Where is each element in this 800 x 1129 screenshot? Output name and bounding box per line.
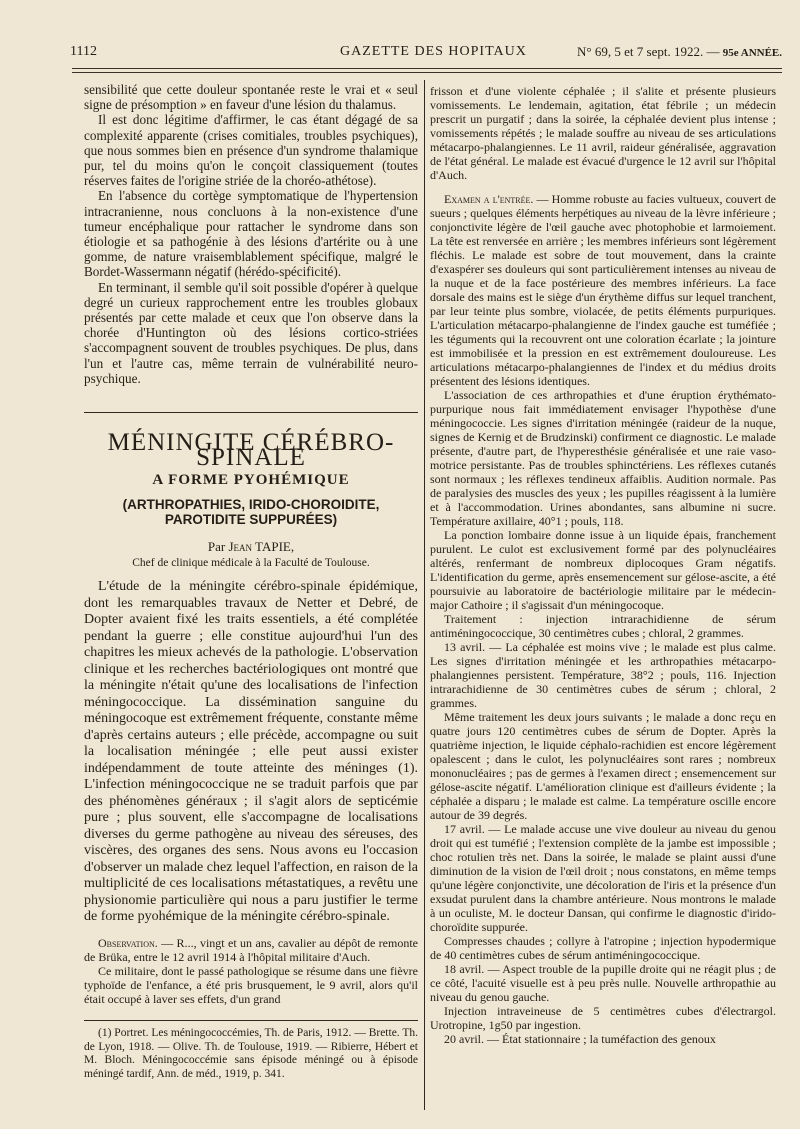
exam-label: Examen a l'entrée. xyxy=(444,192,534,206)
author-name: Jean TAPIE, xyxy=(228,539,295,555)
section-separator xyxy=(84,412,418,413)
footnote: (1) Portret. Les méningococcémies, Th. de Paris, 1912. — Brette. Th. de Lyon, 1918. — Olive. Th. de Toulouse, 1919. — Ribierre, Hébert et M. Bloch. Méningococcémie sans épisode méningé ou à épisode méningé tardif, Ann. de méd., 1919, p. 341. xyxy=(84,1026,418,1080)
issue-number: N° 69, 5 et 7 sept. 1922. xyxy=(577,44,704,59)
paragraph: Traitement : injection intrarachidienne de sérum antiméningococcique, 30 centimètres cubes ; chloral, 2 grammes. xyxy=(430,612,776,640)
paragraph: Compresses chaudes ; collyre à l'atropine ; injection hypodermique de 40 centimètres cubes de sérum antiméningococcique. xyxy=(430,934,776,962)
page-number: 1112 xyxy=(70,44,97,59)
column-divider xyxy=(424,80,425,1110)
paragraph: La ponction lombaire donne issue à un liquide épais, franchement purulent. Le culot est exclusivement formé par des polynucléaires altérés, renfermant de nombreux diplocoques Gram négatifs. L'identification du germe, après ensemencement sur gélose-ascite, a été poursuivie au laboratoire de bactériologie militaire par le médecin-major Cathoire ; il s'agissait d'un méningocoque. xyxy=(430,528,776,612)
running-header xyxy=(70,42,782,62)
paragraph: sensibilité que cette douleur spontanée reste le vrai et « seul signe de présomption » en faveur d'une lésion du thalamus. xyxy=(84,82,418,113)
header-rule xyxy=(72,68,782,69)
observation-paragraph xyxy=(84,936,418,964)
observation-label: Observation. xyxy=(98,935,158,950)
exam-paragraph xyxy=(430,192,776,388)
byline-prefix: Par xyxy=(207,539,226,555)
journal-title: GAZETTE DES HOPITAUX xyxy=(340,44,527,59)
paragraph: 13 avril. — La céphalée est moins vive ; le malade est plus calme. Les signes d'irritation méningée et les arthropathies métacarpo-phalangiennes persistent. Température, 38°2 ; pouls, 116. Injection intrarachidienne de 30 centimètres cubes de sérum ; chloral, 2 grammes. xyxy=(430,640,776,710)
left-column xyxy=(84,82,418,1081)
paragraph: En terminant, il semble qu'il soit possible d'opérer à quelque degré un curieux rapprochement entre les troubles globaux présentés par cette malade et ceux que l'on observe dans la chorée d'Huntington où des lésions cortico-striées s'accompagnent souvent de troubles psychiques. De plus, dans l'un et l'autre cas, même terrain de vulnérabilité neuro-psychique. xyxy=(84,279,418,386)
paragraph: Il est donc légitime d'affirmer, le cas étant dégagé de sa complexité apparente (crises comitiales, troubles psychiques), que nous sommes bien en présence d'un syndrome thalamique pur, tel du moins qu'on le conçoit classiquement (toutes réserves faites de l'origine striée de la choréo-athétose). xyxy=(84,112,418,189)
right-column xyxy=(430,84,776,1046)
article-subtitle-detail: (ARTHROPATHIES, IRIDO-CHOROIDITE, PAROTIDITE SUPPURÉES) xyxy=(122,496,380,527)
author-affiliation: Chef de clinique médicale à la Faculté de Toulouse. xyxy=(132,557,370,570)
byline xyxy=(84,539,418,554)
article-title: MÉNINGITE CÉRÉBRO-SPINALE xyxy=(107,429,395,472)
issue-info: N° 69, 5 et 7 sept. 1922. — 95e ANNÉE. xyxy=(577,44,782,59)
observation-paragraph-2: Ce militaire, dont le passé pathologique se résume dans une fièvre typhoïde de l'enfance, a été pris brusquement, le 9 avril, alors qu'il était occupé à laver ses effets, d'un grand xyxy=(84,963,418,1006)
paragraph: Même traitement les deux jours suivants ; le malade a donc reçu en quatre jours 120 centimètres cubes de sérum de Dopter. Après la quatrième injection, le liquide céphalo-rachidien est encore légèrement opalescent ; dans le culot, les polynucléaires sont rares ; nombreux mononucléaires ; pas de germes à l'examen direct ; ensemencement sur gélose-ascite négatif. L'amélioration clinique est d'ailleurs évidente ; la céphalée a disparu ; le malade est calme. La température oscille encore autour de 39 degrés. xyxy=(430,710,776,822)
paragraph: Injection intraveineuse de 5 centimètres cubes d'électrargol. Urotropine, 1g50 par ingestion. xyxy=(430,1004,776,1032)
intro-paragraph: L'étude de la méningite cérébro-spinale épidémique, dont les remarquables travaux de Netter et Debré, de Dopter avaient fixé les traits essentiels, a été complétée pendant la guerre ; elle constitue aujourd'hui l'un des chapitres les mieux achevés de la pathologie. L'observation clinique et les recherches bactériologiques ont montré que la méningite n'était qu'une des localisations de l'infection méningococcique. La dissémination sanguine du méningocoque est extrêmement fréquente, constante même d'après certains auteurs ; elle précède, accompagne ou suit la localisation méningée ; elle peut aussi exister indépendamment de toute atteinte des méninges (1). L'infection méningococcique ne se traduit parfois que par des phénomènes généraux ; il s'agit alors de septicémie pure ; plus souvent, elle s'accompagne de localisations diverses du germe pathogène au niveau des séreuses, des viscères, des organes des sens. Nous avons eu l'occasion d'observer un malade chez lequel l'affection, en raison de la multiplicité de ces localisations métastatiques, a revêtu une physionomie particulière qui nous a paru justifier le terme de forme pyohémique de la méningite cérébro-spinale. xyxy=(84,579,418,925)
article-subtitle: A FORME PYOHÉMIQUE xyxy=(152,472,350,489)
footnote-rule xyxy=(84,1020,418,1021)
paragraph: L'association de ces arthropathies et d'une éruption érythémato-purpurique nous fait immédiatement envisager l'hypothèse d'une méningococcie. Les signes d'irritation méningée (raideur de la nuque, signes de Kernig et de Brudzinski) confirment ce diagnostic. Le malade présente, d'autre part, de l'hyperesthésie généralisée et une raie vaso-motrice persistante. Pas de troubles sphinctériens. Les réflexes cutanés sont normaux ; les réflexes tendineux affaiblis. Audition normale. Pas de paralysies des muscles des yeux ; les pupilles réagissent à la lumière et à l'accommodation. Urines abondantes, sans albumine ni sucre. Température axillaire, 40°1 ; pouls, 118. xyxy=(430,388,776,528)
paragraph: 18 avril. — Aspect trouble de la pupille droite qui ne réagit plus ; de ce côté, l'acuité visuelle est à peu près nulle. Nouvelle arthropathie au niveau du genou gauche. xyxy=(430,962,776,1004)
paragraph: 17 avril. — Le malade accuse une vive douleur au niveau du genou droit qui est tuméfié ; l'extension complète de la jambe est impossible ; choc rotulien très net. Dans la soirée, le malade se plaint aussi d'une diminution de la vision de l'œil droit ; nous constatons, en même temps qu'une légère conjonctivite, une décoloration de l'iris et la présence d'un exsudat purulent dans la chambre antérieure. Nous montrons le malade à un oculiste, M. le docteur Dansan, qui confirme le diagnostic d'irido-choroïdite suppurée. xyxy=(430,822,776,934)
header-rule-double xyxy=(72,72,782,73)
paragraph: En l'absence du cortège symptomatique de l'hypertension intracranienne, nous concluons à la non-existence d'une tumeur encéphalique pour rattacher le syndrome dans son étiologie et sa pathogénie à des lésions d'artérite ou à une gomme, de nature vraisemblablement spécifique, malgré le Bordet-Wassermann négatif (hérédo-spécificité). xyxy=(84,188,418,280)
year-label: 95e ANNÉE. xyxy=(722,47,782,59)
exam-text: — Homme robuste au facies vultueux, couvert de sueurs ; quelques éléments herpétiques au niveau de la lèvre inférieure ; conjonctivite légère de l'œil gauche avec photophobie et larmoiement. La tête est renversée en arrière ; les membres inférieurs sont légèrement fléchis. Le malade est sobre de tout mouvement, dans la crainte d'exaspérer ses douleurs qui sont particulièrement intenses au niveau de la nuque et de la face postérieure des membres inférieurs. La face dorsale des mains est le siège d'un érythème diffus sur lequel tranchent, par leur teinte plus sombre, violacée, de petits éléments purpuriques. L'articulation métacarpo-phalangienne de l'index gauche est tuméfiée ; les téguments qui la recouvrent ont une coloration écarlate ; la jointure est immobilisée et la pression en est extrêmement douloureuse. Les articulations métacarpo-phalangiennes de l'index et du médius droits présentent des lésions identiques. xyxy=(430,192,776,388)
paragraph: frisson et d'une violente céphalée ; il s'alite et présente plusieurs vomissements. Le lendemain, agitation, état fébrile ; un médecin prescrit un purgatif ; dans la soirée, la céphalée devient plus intense ; vomissements répétés ; le malade souffre au niveau de ses articulations métacarpo-phalangiennes. Le 11 avril, raideur généralisée, aggravation de l'état général. Le malade est évacué d'urgence le 12 avril sur l'hôpital d'Auch. xyxy=(430,84,776,182)
paragraph: 20 avril. — État stationnaire ; la tuméfaction des genoux xyxy=(444,1032,716,1046)
observation-text: — R..., vingt et un ans, cavalier au dépôt de remonte de Brüka, entre le 12 avril 1914 à l'hôpital militaire d'Auch. xyxy=(84,935,418,964)
